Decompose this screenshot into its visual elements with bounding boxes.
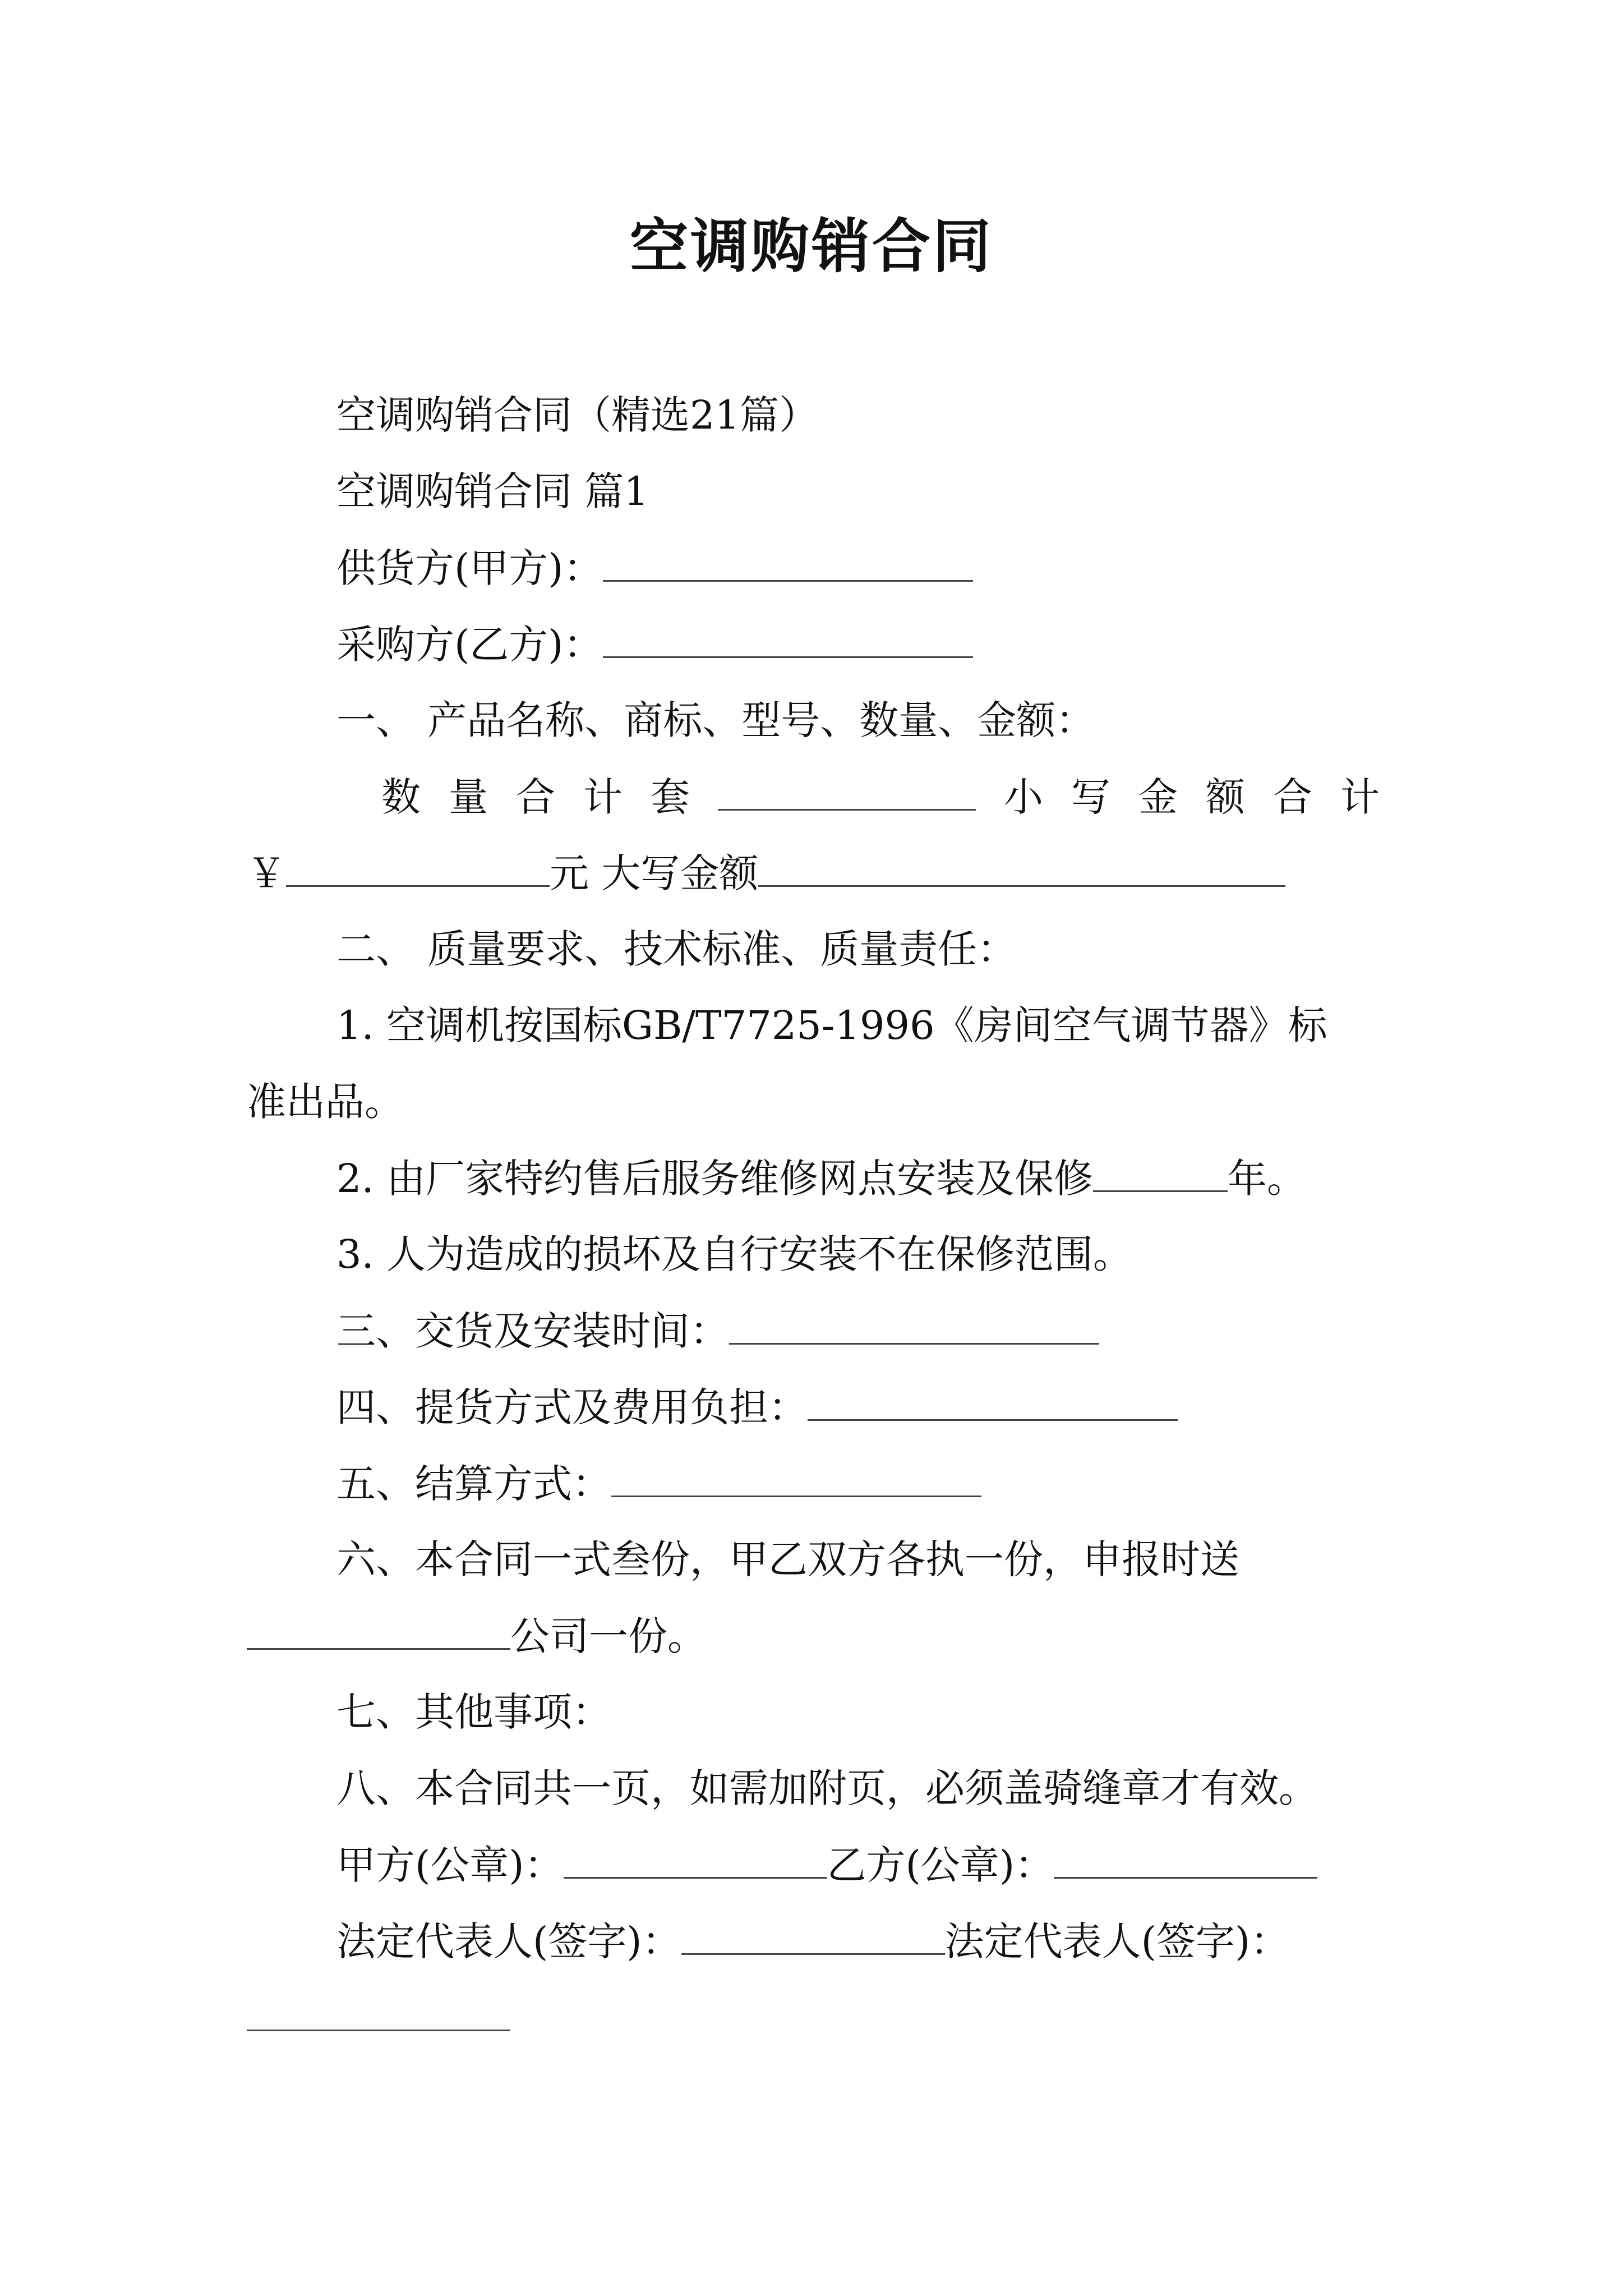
supplier-blank bbox=[603, 540, 973, 582]
section-4-label: 四、提货方式及费用负担： bbox=[336, 1384, 808, 1430]
qty-char: 套 bbox=[651, 774, 690, 820]
party-b-seal-blank bbox=[1054, 1837, 1317, 1879]
buyer-label: 采购方(乙方)： bbox=[336, 622, 603, 668]
settlement-blank bbox=[611, 1455, 981, 1497]
yuan-label: 元 大写金额 bbox=[550, 850, 759, 896]
pickup-cost-blank bbox=[808, 1379, 1178, 1421]
buyer-blank bbox=[603, 616, 973, 658]
heading-part: 空调购销合同 篇1 bbox=[336, 468, 649, 514]
amount-char: 写 bbox=[1071, 774, 1110, 820]
rep-b-label: 法定代表人(签字)： bbox=[944, 1918, 1290, 1964]
delivery-time-blank bbox=[729, 1303, 1099, 1345]
seal-line bbox=[336, 1837, 1317, 1893]
rep-a-label: 法定代表人(签字)： bbox=[336, 1918, 681, 1964]
document-title: 空调购销合同 bbox=[629, 211, 993, 280]
amount-char: 小 bbox=[1004, 774, 1043, 820]
item-2-line bbox=[336, 1150, 1306, 1206]
section-7-heading: 七、其他事项： bbox=[336, 1689, 611, 1735]
representative-line bbox=[336, 1913, 1289, 1969]
section-3-line bbox=[336, 1303, 1099, 1359]
item-2-suffix: 年。 bbox=[1228, 1156, 1307, 1202]
quantity-blank bbox=[718, 769, 976, 811]
section-1-heading: 一、 产品名称、商标、型号、数量、金额： bbox=[336, 697, 1095, 743]
quantity-amount-line bbox=[381, 769, 1380, 825]
section-6-suffix: 公司一份。 bbox=[510, 1613, 707, 1659]
warranty-years-blank bbox=[1093, 1150, 1228, 1192]
section-8-line: 八、本合同共一页，如需加附页，必须盖骑缝章才有效。 bbox=[336, 1765, 1318, 1811]
rep-a-blank bbox=[681, 1913, 945, 1955]
section-4-line bbox=[336, 1379, 1178, 1435]
qty-char: 计 bbox=[583, 774, 623, 820]
party-a-seal-label: 甲方(公章)： bbox=[336, 1842, 564, 1888]
item-3-line: 3. 人为造成的损坏及自行安装不在保修范围。 bbox=[336, 1231, 1133, 1277]
party-b-seal-label: 乙方(公章)： bbox=[827, 1842, 1054, 1888]
qty-char: 数 bbox=[381, 774, 421, 820]
amount-line bbox=[247, 845, 1285, 901]
heading-sub: 空调购销合同（精选21篇） bbox=[336, 392, 819, 438]
qty-char: 合 bbox=[516, 774, 555, 820]
item-1-line-b: 准出品。 bbox=[247, 1079, 404, 1125]
company-blank bbox=[247, 1608, 510, 1650]
party-a-seal-blank bbox=[564, 1837, 827, 1879]
rep-b-line bbox=[247, 1989, 510, 2045]
section-5-label: 五、结算方式： bbox=[336, 1461, 611, 1507]
capital-amount-blank bbox=[758, 845, 1285, 887]
section-2-heading: 二、 质量要求、技术标准、质量责任： bbox=[336, 926, 1017, 972]
section-3-label: 三、交货及安装时间： bbox=[336, 1308, 729, 1354]
item-1-line-a: 1. 空调机按国标GB/T7725-1996《房间空气调节器》标 bbox=[336, 1002, 1327, 1048]
amount-char: 合 bbox=[1273, 774, 1312, 820]
item-2-text: 2. 由厂家特约售后服务维修网点安装及保修 bbox=[336, 1156, 1094, 1202]
small-amount-blank bbox=[286, 845, 550, 887]
yen-sign: ￥ bbox=[247, 850, 286, 896]
section-6-line-a: 六、本合同一式叁份，甲乙双方各执一份，申报时送 bbox=[336, 1536, 1239, 1582]
section-5-line bbox=[336, 1455, 981, 1511]
amount-char: 额 bbox=[1206, 774, 1245, 820]
section-6-line-b bbox=[247, 1608, 707, 1664]
supplier-line bbox=[336, 540, 973, 596]
rep-b-blank bbox=[247, 1989, 510, 2031]
supplier-label: 供货方(甲方)： bbox=[336, 545, 603, 591]
amount-char: 计 bbox=[1340, 774, 1380, 820]
qty-char: 量 bbox=[449, 774, 488, 820]
amount-char: 金 bbox=[1138, 774, 1178, 820]
buyer-line bbox=[336, 616, 973, 672]
